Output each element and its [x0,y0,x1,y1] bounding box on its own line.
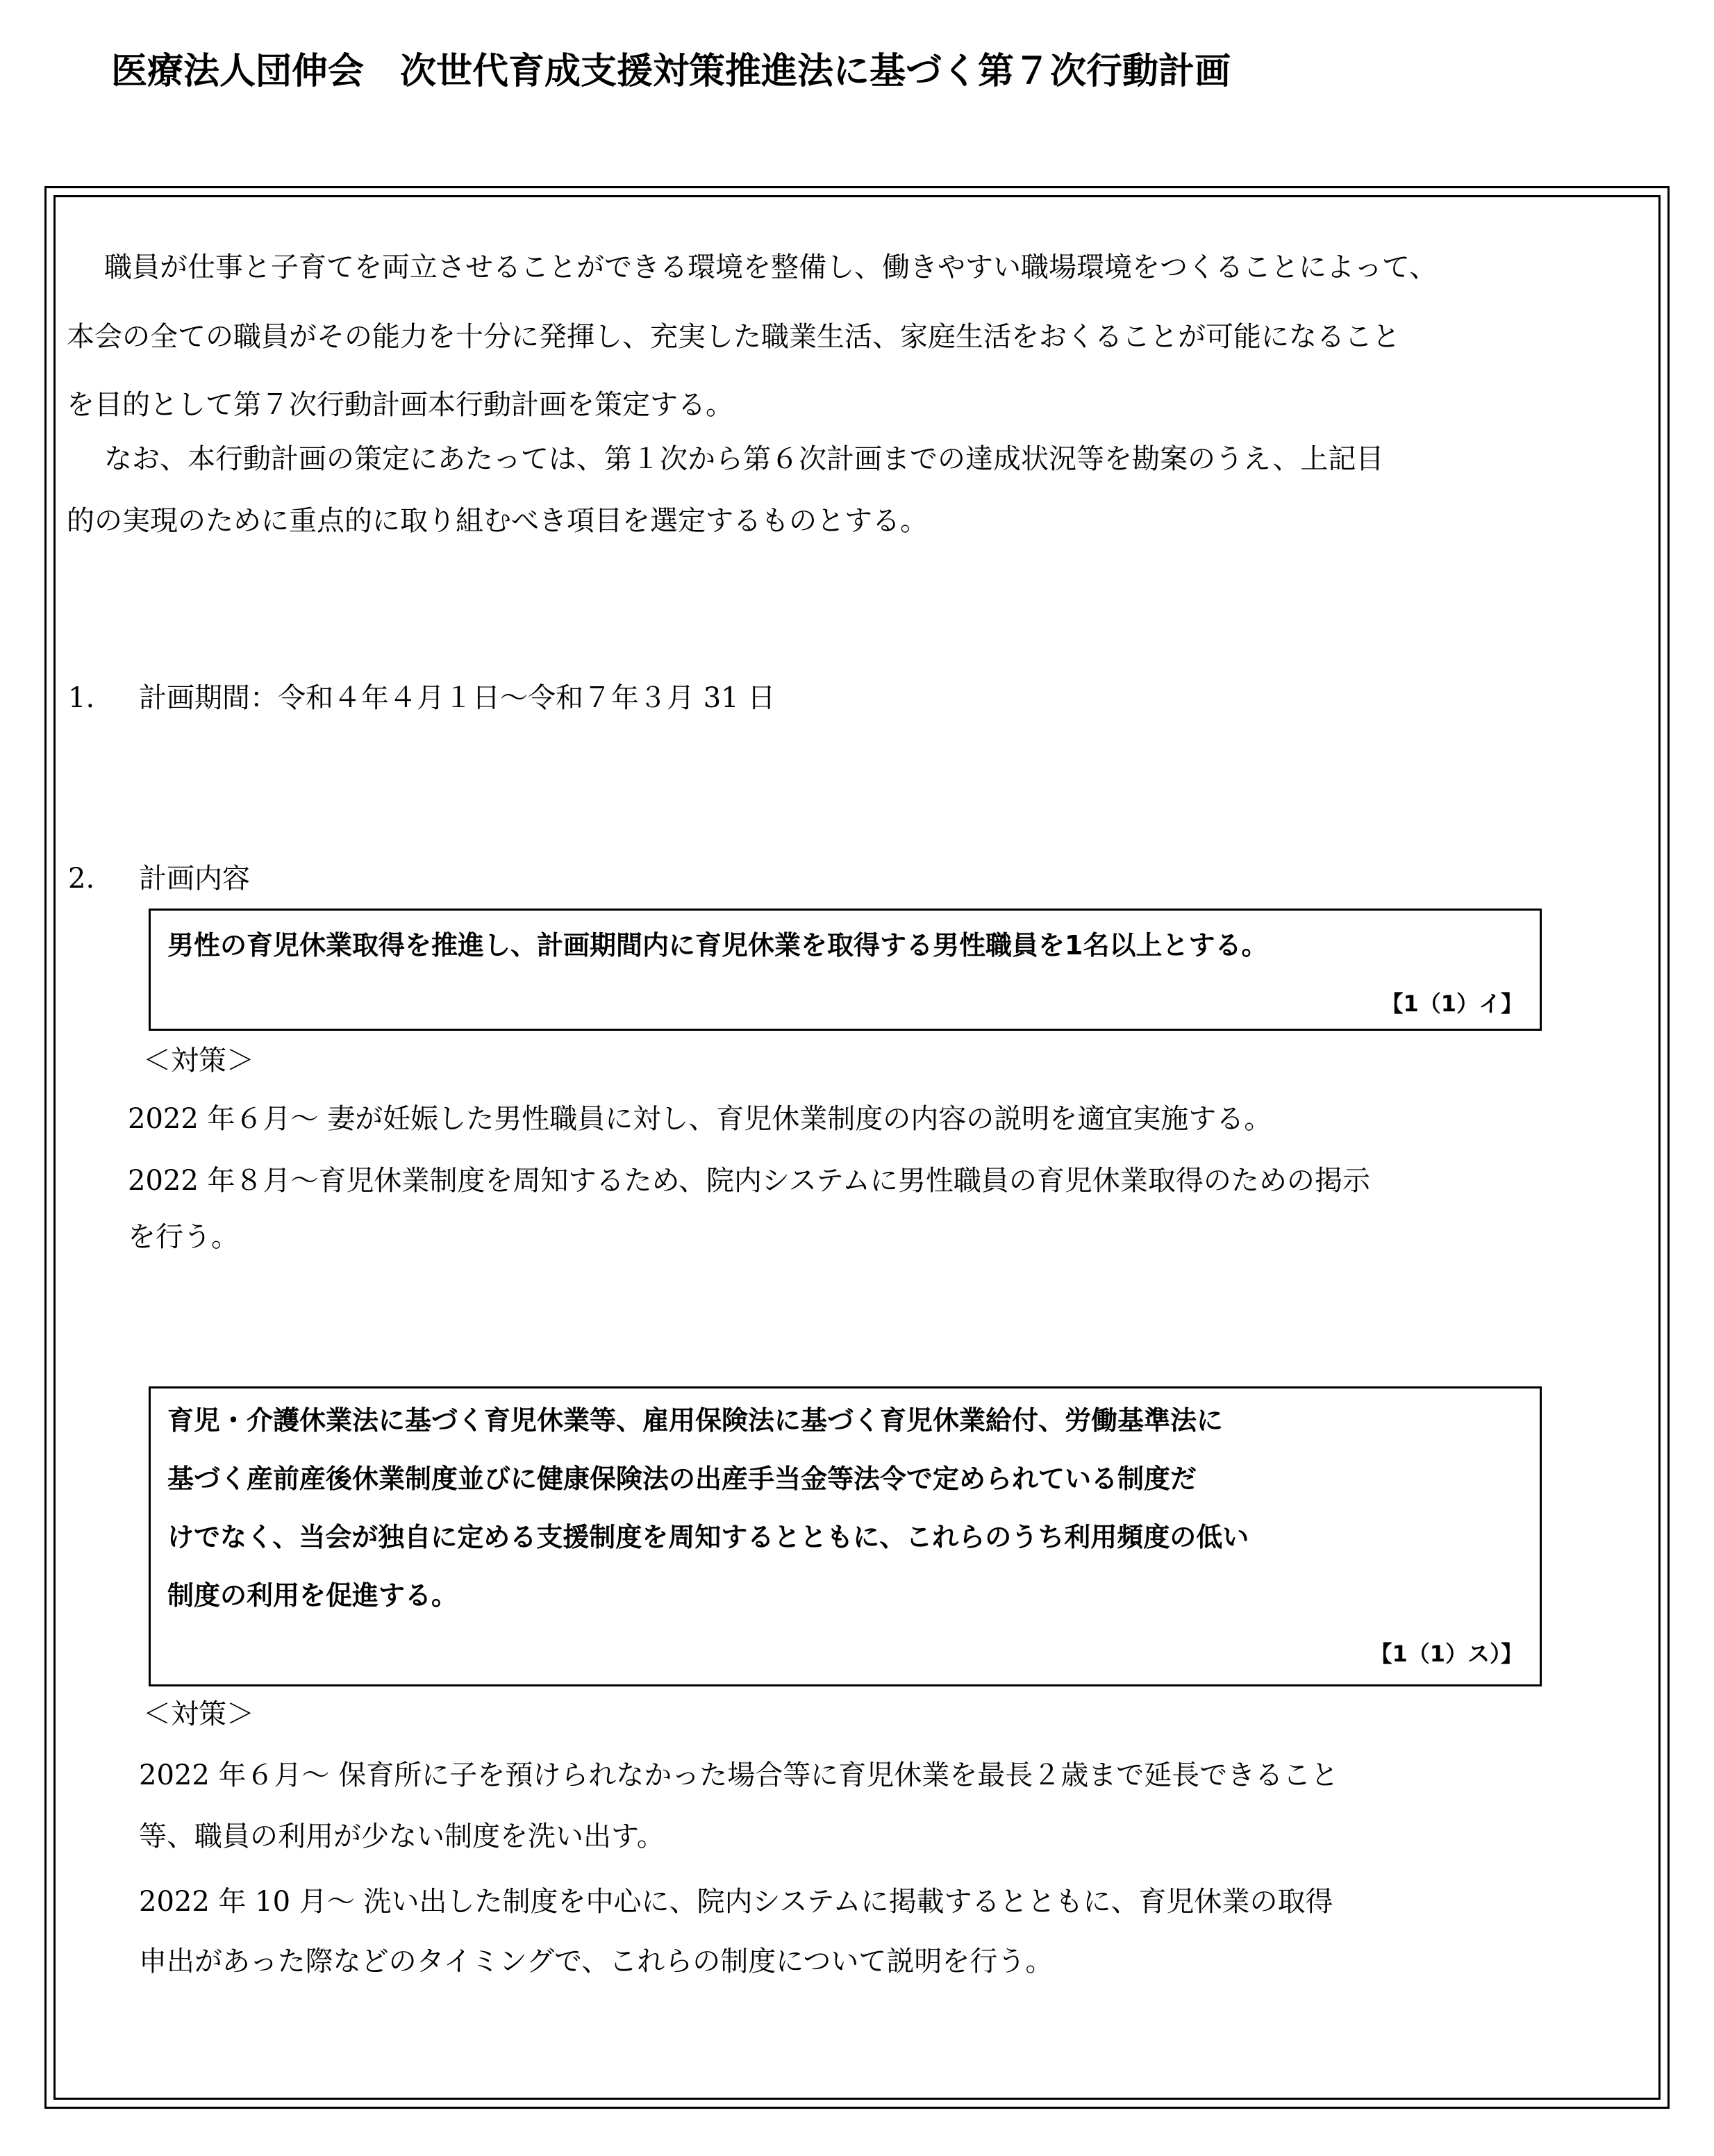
measure-item: 2022 年６月～ 妻が妊娠した男性職員に対し、育児休業制度の内容の説明を適宜実施する。 [128,1103,1272,1135]
measure-item: 2022 年 10 月～ 洗い出した制度を中心に、院内システムに掲載するとともに、育児休業の取得 [139,1886,1333,1918]
intro-line: 本会の全ての職員がその能力を十分に発揮し、充実した職業生活、家庭生活をおくることが可能になること [67,321,1400,353]
section-1-number: 1. [68,682,95,714]
intro-line: 的の実現のために重点的に取り組むべき項目を選定するものとする。 [67,505,928,537]
measures-heading: ＜対策＞ [143,1698,254,1730]
measures-heading: ＜対策＞ [143,1045,254,1077]
goal-2-box [149,1386,1542,1686]
measure-item: 2022 年８月～育児休業制度を周知するため、院内システムに男性職員の育児休業取得のための掲示 [128,1165,1370,1197]
document-frame-inner [53,195,1661,2100]
intro-line: 職員が仕事と子育てを両立させることができる環境を整備し、働きやすい職場環境をつくることによって、 [104,251,1438,283]
goal-1-text: 男性の育児休業取得を推進し、計画期間内に育児休業を取得する男性職員を1名以上とする。 [167,930,1268,961]
goal-2-reference: 【1（1）ス）】 [1370,1641,1523,1667]
measure-item: 2022 年６月～ 保育所に子を預けられなかった場合等に育児休業を最長２歳まで延長できること [139,1759,1339,1791]
measure-item: 等、職員の利用が少ない制度を洗い出す。 [139,1821,665,1852]
section-1-period: 計画期間：令和４年４月１日～令和７年３月 31 日 [139,682,776,714]
goal-2-text-line: けでなく、当会が独自に定める支援制度を周知するとともに、これらのうち利用頻度の低い [167,1522,1249,1552]
goal-2-text-line: 制度の利用を促進する。 [167,1580,458,1611]
goal-1-box [149,909,1542,1031]
goal-2-text-line: 基づく産前産後休業制度並びに健康保険法の出産手当金等法令で定められている制度だ [167,1463,1197,1494]
section-2-heading: 計画内容 [139,863,250,895]
document-title: 医療法人団伸会 次世代育成支援対策推進法に基づく第７次行動計画 [111,51,1231,92]
section-2-number: 2. [68,863,95,895]
intro-line: を目的として第７次行動計画本行動計画を策定する。 [67,389,733,421]
measure-item: を行う。 [128,1221,239,1253]
intro-line: なお、本行動計画の策定にあたっては、第１次から第６次計画までの達成状況等を勘案のうえ、上記目 [104,443,1384,475]
goal-2-text-line: 育児・介護休業法に基づく育児休業等、雇用保険法に基づく育児休業給付、労働基準法に [167,1405,1224,1436]
goal-1-reference: 【1（1）イ】 [1381,990,1523,1017]
measure-item: 申出があった際などのタイミングで、これらの制度について説明を行う。 [139,1946,1054,1977]
